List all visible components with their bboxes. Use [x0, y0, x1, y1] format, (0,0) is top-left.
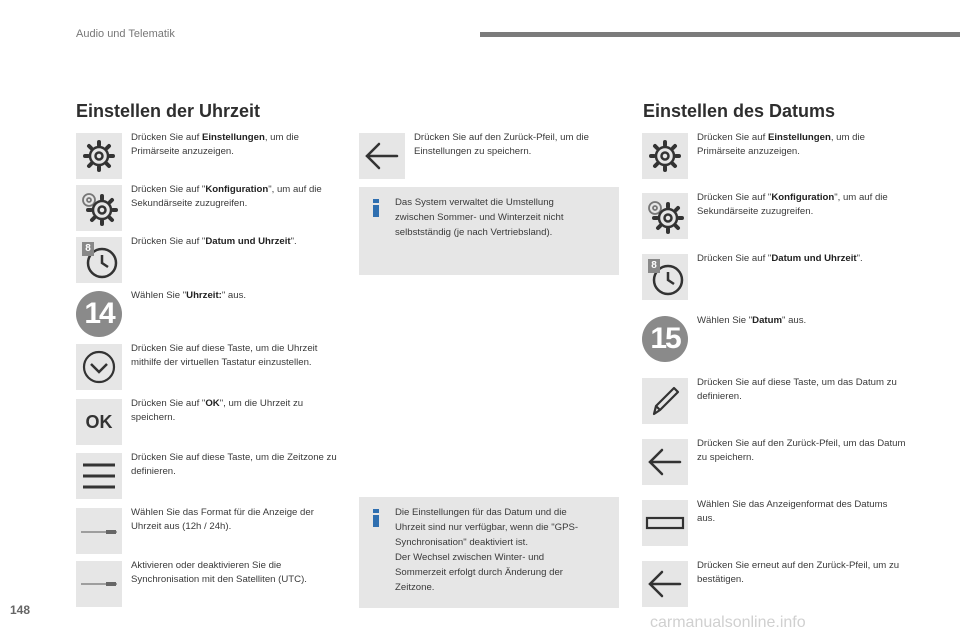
clock-icon [76, 237, 122, 283]
left-step-6-text: Drücken Sie auf "OK", um die Uhrzeit zu speichern. [131, 398, 304, 423]
right-heading: Einstellen des Datums [643, 101, 836, 121]
right-step-5-text: Drücken Sie auf diese Taste, um das Datum zu definieren. [697, 377, 897, 402]
left-step-5-text: Drücken Sie auf diese Taste, um die Uhrzeit mithilfe der virtuellen Tastatur einzustellen. [131, 343, 318, 368]
number-15-label: 15 [650, 322, 680, 355]
number-15-badge [642, 316, 688, 362]
left-heading: Einstellen der Uhrzeit [76, 101, 261, 121]
right-step-1-text: Drücken Sie auf Einstellungen, um die Primärseite anzuzeigen. [697, 132, 865, 157]
gear-icon [76, 133, 122, 179]
page-number: 148 [10, 603, 31, 617]
ok-icon [76, 399, 122, 445]
pencil-icon [642, 378, 688, 424]
clock-icon [642, 254, 688, 300]
chevron-down-icon [76, 344, 122, 390]
back-arrow-icon [642, 561, 688, 607]
info-icon [371, 509, 381, 527]
left-step-9-text: Aktivieren oder deaktivieren Sie die Synchronisation mit den Satelliten (UTC). [131, 560, 307, 585]
info-box-2 [359, 497, 619, 608]
left-step-7-text: Drücken Sie auf diese Taste, um die Zeitzone zu definieren. [131, 452, 337, 477]
back-arrow-icon [359, 133, 405, 179]
info-text-2: Die Einstellungen für das Datum und die Uhrzeit sind nur verfügbar, wenn die "GPS- Synchronisation" deaktiviert ist. Der Wechsel zwischen Winter- und Sommerzeit erfolgt durch Änderung der Zeitzone. [395, 507, 579, 593]
ok-label: OK [85, 412, 113, 432]
clock-badge: 8 [85, 243, 91, 254]
gears-icon [76, 185, 122, 231]
menu-icon [76, 453, 122, 499]
info-box-1 [359, 187, 619, 275]
info-text-1: Das System verwaltet die Umstellung zwischen Sommer- und Winterzeit nicht selbstständig (je nach Vertriebsland). [395, 197, 564, 238]
date-format-icon [642, 500, 688, 546]
right-step-8-text: Drücken Sie erneut auf den Zurück-Pfeil, um zu bestätigen. [697, 560, 900, 585]
toggle-icon [76, 561, 122, 607]
left-step-1-text: Drücken Sie auf Einstellungen, um die Primärseite anzuzeigen. [131, 132, 299, 157]
left-step-4-text: Wählen Sie "Uhrzeit:" aus. [131, 290, 247, 301]
toggle-icon [76, 508, 122, 554]
right-step-3-text: Drücken Sie auf "Datum und Uhrzeit". [697, 253, 863, 264]
watermark: carmanualsonline.info [650, 614, 806, 631]
gears-icon [642, 193, 688, 239]
middle-back-step-text: Drücken Sie auf den Zurück-Pfeil, um die Einstellungen zu speichern. [414, 132, 589, 157]
number-14-badge [76, 291, 122, 337]
gear-icon [642, 133, 688, 179]
right-step-7-text: Wählen Sie das Anzeigenformat des Datums aus. [697, 499, 888, 524]
header-bar [480, 32, 960, 37]
left-step-2-text: Drücken Sie auf "Konfiguration", um auf die Sekundärseite zuzugreifen. [131, 184, 322, 209]
left-step-3-text: Drücken Sie auf "Datum und Uhrzeit". [131, 236, 297, 247]
right-step-6-text: Drücken Sie auf den Zurück-Pfeil, um das Datum zu speichern. [697, 438, 906, 463]
right-step-4-text: Wählen Sie "Datum" aus. [697, 315, 807, 326]
header-title: Audio und Telematik [76, 28, 175, 40]
left-step-8-text: Wählen Sie das Format für die Anzeige der Uhrzeit aus (12h / 24h). [131, 507, 314, 532]
info-icon [371, 199, 381, 217]
right-step-2-text: Drücken Sie auf "Konfiguration", um auf die Sekundärseite zuzugreifen. [697, 192, 888, 217]
back-arrow-icon [642, 439, 688, 485]
number-14-label: 14 [84, 297, 114, 330]
clock-badge: 8 [651, 260, 657, 271]
